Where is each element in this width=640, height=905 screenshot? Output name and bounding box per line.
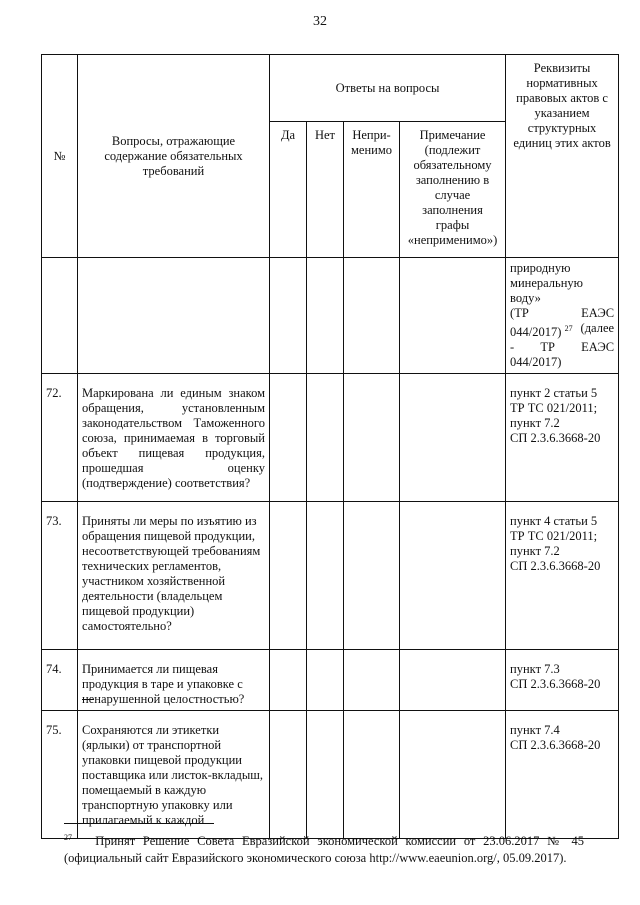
ref-line: минеральную bbox=[510, 276, 584, 290]
ref-line: пункт 4 статьи 5 bbox=[510, 514, 598, 529]
ref-word: ТР bbox=[540, 340, 555, 355]
table-row bbox=[42, 711, 619, 839]
cell-yes[interactable] bbox=[270, 374, 307, 502]
cell-yes[interactable] bbox=[270, 650, 307, 711]
header-answers: Ответы на вопросы bbox=[270, 55, 506, 122]
ref-line bbox=[510, 321, 614, 340]
ref-word: ЕАЭС bbox=[581, 340, 615, 355]
ref-line: пункт 2 статьи 5 bbox=[510, 386, 598, 401]
cell-note[interactable] bbox=[400, 650, 506, 711]
cell-requisites bbox=[506, 711, 619, 839]
cell-num: 75. bbox=[42, 711, 78, 839]
cell-no[interactable] bbox=[307, 711, 344, 839]
ref-line: пункт 7.2 bbox=[510, 544, 560, 559]
ref-line: пункт 7.4 bbox=[510, 723, 560, 738]
header-num: № bbox=[42, 55, 78, 258]
cell-question bbox=[78, 258, 270, 374]
header-no: Нет bbox=[307, 122, 344, 258]
ref-line: СП 2.3.6.3668-20 bbox=[510, 431, 601, 446]
table-row-continuation bbox=[42, 258, 619, 374]
footnote-mark: 27 bbox=[64, 833, 72, 842]
cell-no[interactable] bbox=[307, 502, 344, 650]
footnote-ref: 27 bbox=[564, 324, 573, 333]
requirements-checklist-table bbox=[41, 54, 619, 839]
cell-no[interactable] bbox=[307, 374, 344, 502]
header-row-top bbox=[42, 55, 619, 122]
footnote bbox=[64, 829, 584, 867]
table-row bbox=[42, 502, 619, 650]
table-row bbox=[42, 374, 619, 502]
ref-line: воду» bbox=[510, 291, 541, 305]
ref-line: СП 2.3.6.3668-20 bbox=[510, 559, 601, 574]
cell-question: Маркирована ли единым знаком обращения, установленным законодательством Таможенного союза, принимаемая в торговый объект пищевая продукция, прошедшая оценку (подтверждение) соответствия? bbox=[78, 374, 270, 502]
page-number: 32 bbox=[313, 14, 327, 29]
cell-num bbox=[42, 258, 78, 374]
ref-line: ТР ТС 021/2011; bbox=[510, 401, 598, 416]
cell-yes[interactable] bbox=[270, 502, 307, 650]
ref-word: (ТР bbox=[510, 306, 529, 320]
footnote-divider bbox=[64, 823, 214, 824]
header-note: Примечание (подлежит обязательному заполнению в случае заполнения графы «неприменимо») bbox=[400, 122, 506, 258]
cell-no[interactable] bbox=[307, 650, 344, 711]
table-row bbox=[42, 650, 619, 711]
cell-requisites bbox=[506, 502, 619, 650]
ref-line: природную bbox=[510, 261, 571, 275]
cell-question: Приняты ли меры по изъятию из обращения пищевой продукции, несоответствующей требованиям технических регламентов, участником хозяйственной деятельности (владельцем пищевой продукции) самостоятельно? bbox=[78, 502, 270, 650]
ref-line: пункт 7.2 bbox=[510, 416, 560, 431]
cell-question: Сохраняются ли этикетки (ярлыки) от транспортной упаковки пищевой продукции поставщика или листок-вкладыш, помещаемый в каждую транспортную упаковку или прилагаемый к каждой bbox=[78, 711, 270, 839]
ref-word: ЕАЭС bbox=[581, 306, 615, 320]
cell-num: 74. bbox=[42, 650, 78, 711]
cell-num: 72. bbox=[42, 374, 78, 502]
header-yes: Да bbox=[270, 122, 307, 258]
header-not-applicable: Непри-менимо bbox=[344, 122, 400, 258]
ref-line bbox=[510, 306, 614, 321]
cell-yes[interactable] bbox=[270, 258, 307, 374]
cell-note[interactable] bbox=[400, 258, 506, 374]
footnote-text: Принят Решение Совета Евразийской экономической комиссии от 23.06.2017 № 45 (официальный сайт Евразийского экономического союза http://www.eaeunion.org/, 05.09.2017). bbox=[64, 834, 585, 866]
ref-word: - bbox=[510, 340, 515, 355]
header-requisites: Реквизиты нормативных правовых актов с указанием структурных единиц этих актов bbox=[506, 55, 619, 258]
cell-requisites bbox=[506, 258, 619, 374]
cell-note[interactable] bbox=[400, 502, 506, 650]
ref-word: (далее bbox=[580, 321, 615, 335]
cell-requisites bbox=[506, 374, 619, 502]
header-question: Вопросы, отражающие содержание обязательных требований bbox=[78, 55, 270, 258]
cell-yes[interactable] bbox=[270, 711, 307, 839]
ref-line: СП 2.3.6.3668-20 bbox=[510, 738, 601, 753]
cell-no[interactable] bbox=[307, 258, 344, 374]
ref-line: 044/2017) bbox=[510, 355, 562, 370]
cell-na[interactable] bbox=[344, 650, 400, 711]
ref-word: 044/2017) $^{27}$ bbox=[510, 324, 573, 340]
ref-line bbox=[510, 340, 614, 355]
cell-note[interactable] bbox=[400, 711, 506, 839]
cell-num: 73. bbox=[42, 502, 78, 650]
ref-line: ТР ТС 021/2011; bbox=[510, 529, 598, 544]
cell-requisites bbox=[506, 650, 619, 711]
cell-note[interactable] bbox=[400, 374, 506, 502]
struck-text: не bbox=[82, 692, 95, 707]
ref-line: СП 2.3.6.3668-20 bbox=[510, 677, 601, 692]
cell-question: Принимается ли пищевая продукция в таре и упаковке с ненарушенной целостностью? bbox=[78, 650, 270, 711]
cell-na[interactable] bbox=[344, 258, 400, 374]
ref-line: пункт 7.3 bbox=[510, 662, 560, 677]
cell-na[interactable] bbox=[344, 502, 400, 650]
cell-na[interactable] bbox=[344, 374, 400, 502]
cell-na[interactable] bbox=[344, 711, 400, 839]
